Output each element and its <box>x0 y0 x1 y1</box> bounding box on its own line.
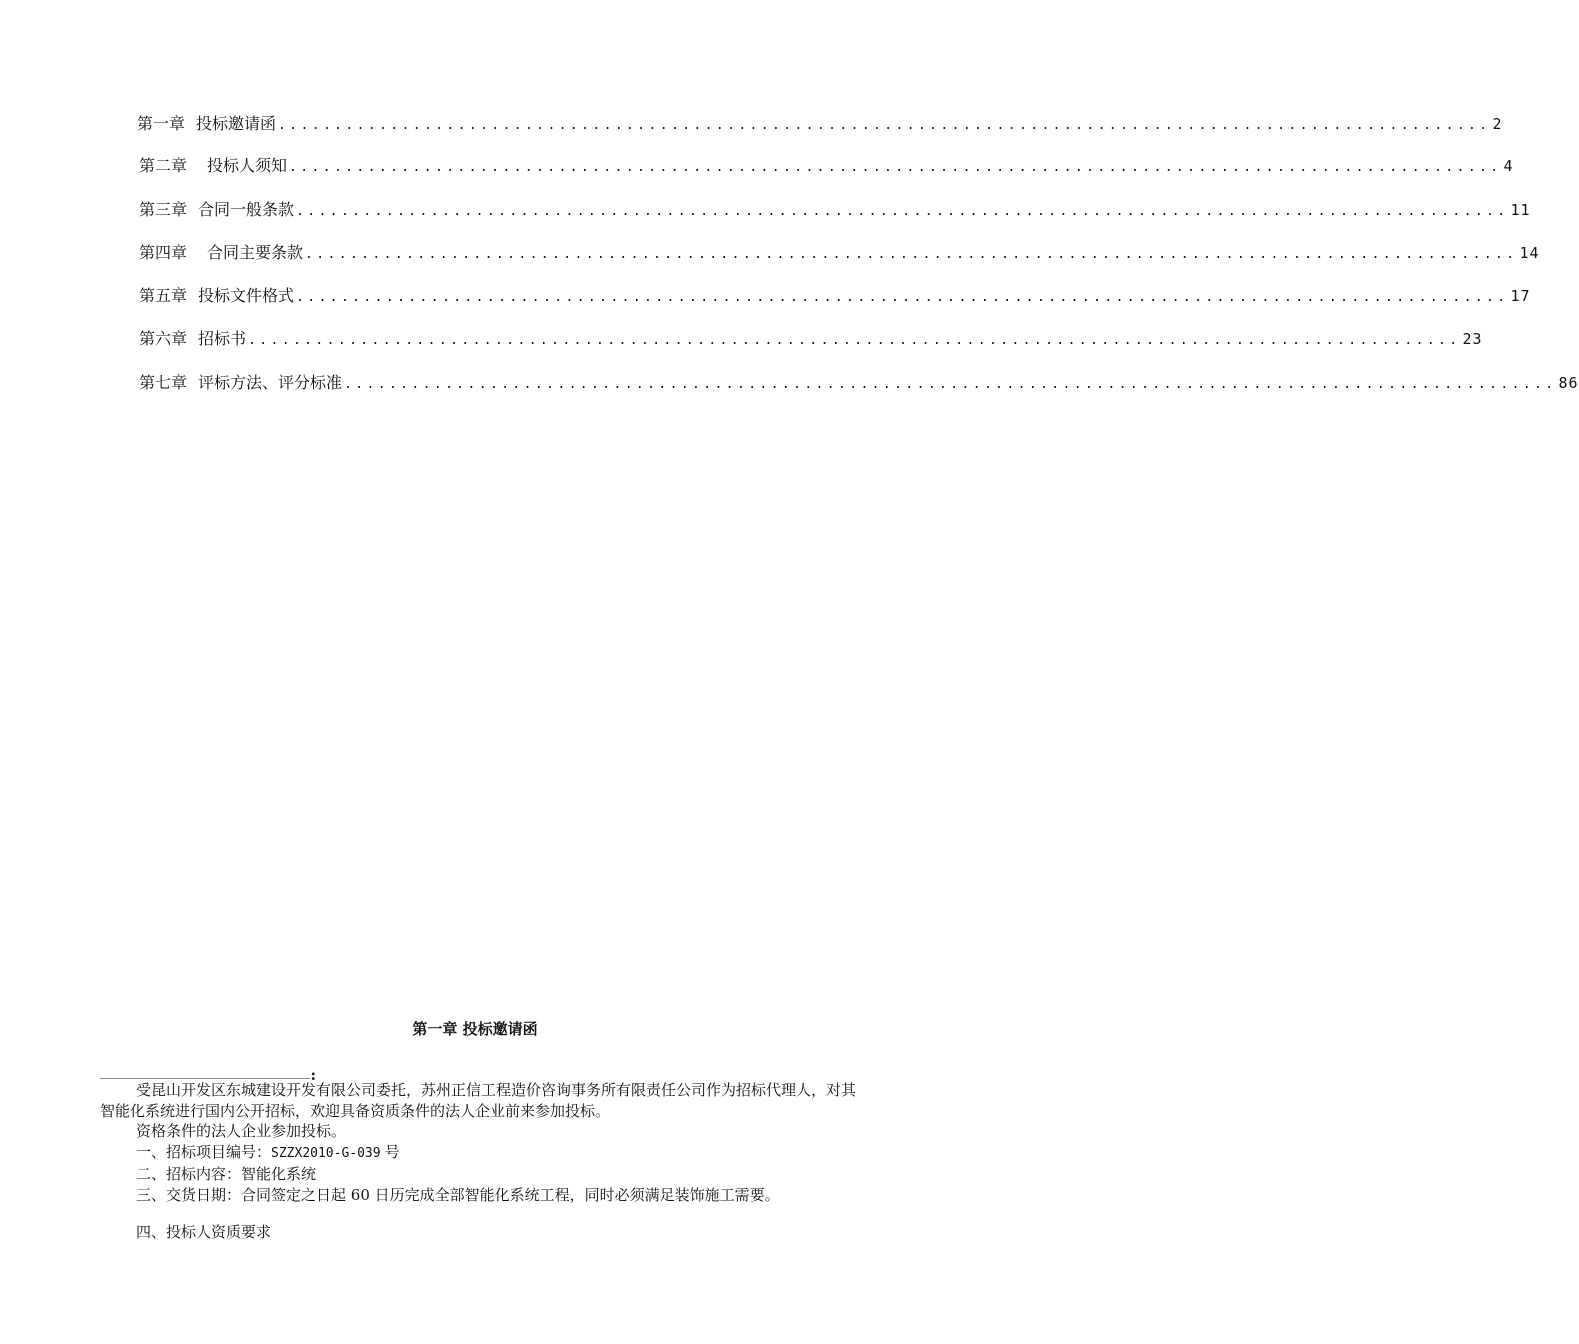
toc-title: 评标方法、评分标准 <box>198 373 343 392</box>
toc-entry-3[interactable] <box>139 198 1531 222</box>
toc-entry-1[interactable] <box>137 112 1503 136</box>
toc-leader-dots: ............................................................................................................ <box>344 377 1557 392</box>
qualification-paragraph: 资格条件的法人企业参加投标。 <box>136 1122 347 1140</box>
toc-leader-dots: ............................................................................................................ <box>289 160 1502 175</box>
toc-leader-dots: ............................................................................................................ <box>296 204 1509 219</box>
toc-title: 投标人须知 <box>207 156 288 175</box>
toc-chapter-label: 第四章 <box>139 243 188 262</box>
toc-leader-dots: ............................................................................................................ <box>296 290 1509 305</box>
toc-page-number: 11 <box>1510 201 1531 219</box>
addressee-colon: : <box>310 1066 316 1084</box>
toc-title: 投标邀请函 <box>196 114 277 133</box>
intro-paragraph: 受昆山开发区东城建设开发有限公司委托，苏州正信工程造价咨询事务所有限责任公司作为招标代理人，对其智能化系统进行国内公开招标，欢迎具备资质条件的法人企业前来参加投标。 <box>100 1081 857 1120</box>
toc-entry-2[interactable] <box>139 154 1514 178</box>
toc-title: 合同一般条款 <box>198 200 295 219</box>
toc-page-number: 4 <box>1503 157 1514 175</box>
toc-title: 合同主要条款 <box>207 243 304 262</box>
toc-chapter-label: 第六章 <box>139 329 188 348</box>
toc-title: 招标书 <box>198 329 247 348</box>
toc-title: 投标文件格式 <box>198 286 295 305</box>
toc-chapter-label: 第三章 <box>139 200 188 219</box>
item-project-number <box>100 1142 865 1165</box>
toc-chapter-label: 第一章 <box>137 114 186 133</box>
invitation-body <box>100 1080 865 1243</box>
toc-page-number: 23 <box>1462 330 1483 348</box>
project-number-suffix: 号 <box>384 1142 400 1161</box>
toc-chapter-label: 第二章 <box>139 156 188 175</box>
toc-entry-5[interactable] <box>139 284 1531 308</box>
toc-leader-dots: ............................................................................................................ <box>305 247 1518 262</box>
toc-entry-7[interactable] <box>139 371 1579 395</box>
toc-leader-dots: ............................................................................................................ <box>278 118 1491 133</box>
item-qualification-requirements: 四、投标人资质要求 <box>136 1223 272 1241</box>
item-project-number-label: 一、招标项目编号： <box>136 1142 272 1161</box>
toc-page-number: 86 <box>1558 374 1579 392</box>
item-delivery-date: 三、交货日期：合同签定之日起 60 日历完成全部智能化系统工程，同时必须满足装饰施工需要。 <box>136 1185 780 1204</box>
toc-chapter-label: 第五章 <box>139 286 188 305</box>
toc-entry-4[interactable] <box>139 241 1540 265</box>
item-tender-content: 二、招标内容：智能化系统 <box>136 1165 317 1183</box>
toc-leader-dots: ............................................................................................................ <box>248 333 1461 348</box>
toc-chapter-label: 第七章 <box>139 373 188 392</box>
toc-page-number: 2 <box>1492 115 1503 133</box>
toc-page-number: 17 <box>1510 287 1531 305</box>
addressee-blank-line <box>100 1058 316 1084</box>
chapter-heading: 第一章 投标邀请函 <box>412 1020 538 1038</box>
project-number-value: SZZX2010-G-039 <box>271 1145 381 1161</box>
toc-page-number: 14 <box>1519 244 1540 262</box>
toc-entry-6[interactable] <box>139 327 1483 351</box>
paragraph-gap <box>100 1205 865 1222</box>
